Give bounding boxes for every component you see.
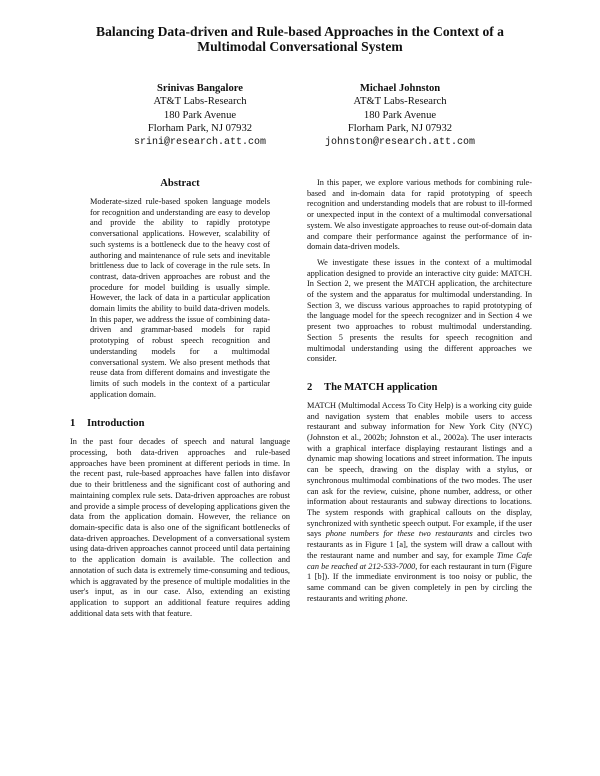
right-column	[307, 178, 532, 604]
italic-example: Time Cafe can be reached at 212-533-7000	[307, 550, 532, 571]
text-run: MATCH (Multimodal Access To City Help) is a working city guide and navigation system that enables mobile users to access restaurant and subway information for New York City (NYC) (Johnston et al., 2002b; Johnston et al., 2002a). The user interacts with a graphical interface displaying restaurant listings and a dynamic map showing locations and street information. The inputs can be speech, drawing on the display with a stylus, or synchronous multimodal combinations of the two modes. The user can ask for the review, cuisine, phone number, address, or other information about restaurants and subway directions to locations. The system responds with graphical callouts on the display, synchronized with synthetic speech output. For example, if the user says	[307, 400, 532, 539]
author-email[interactable]: srini@research.att.com	[133, 136, 267, 148]
section-title: Introduction	[87, 418, 145, 430]
author-city: Florham Park, NJ 07932	[147, 123, 253, 135]
author-street: 180 Park Avenue	[363, 109, 437, 121]
italic-example: phone numbers for these two restaurants	[325, 529, 473, 539]
body-paragraph: In this paper, we explore various methods for combining rule-based and in-domain data for rapid prototyping of speech recognition and understanding models that are robust to ill-formed or unexpected input in the context of a multimodal conversational system. We also investigate approaches to reuse out-of-domain data and compare their performance against the performance of in-domain data-driven models.	[307, 178, 532, 252]
section-title: The MATCH application	[324, 381, 438, 393]
intro-paragraph: In the past four decades of speech and natural language processing, both data-driven approaches and rule-based approaches have been prominent at different periods in time. In the recent past, rule-based approaches have fallen into disfavor due to their brittleness and the significant cost of authoring and maintaining complex rule sets. Data-driven approaches are robust and provide a simple process of developing applications given the data from the application domain. However, the reliance on domain-specific data is also one of the significant bottlenecks of data-driven approaches. Development of a conversational system using data-driven approaches cannot proceed until data pertaining to the application domain is available. The collection and annotation of such data is extremely time-consuming and tedious, which is aggravated by the presence of multiple modalities in the user's input, as in our case. Also, extending an existing application to support an additional feature requires adding additional data sets with that feature.	[70, 437, 290, 618]
abstract-heading: Abstract	[160, 178, 200, 189]
text-run: , for each restaurant in turn (Figure 1 [b]). If the immediate environment is too noisy or public, the same command can be given completely in pen by circling the restaurants and writing	[307, 561, 532, 603]
author-org: AT&T Labs-Research	[353, 96, 447, 108]
author-city: Florham Park, NJ 07932	[347, 123, 453, 135]
author-email[interactable]: johnston@research.att.com	[324, 136, 476, 148]
section-heading-match	[307, 382, 532, 393]
match-paragraph	[307, 401, 532, 604]
left-column	[70, 178, 290, 619]
author-org: AT&T Labs-Research	[153, 96, 247, 108]
italic-example: phone	[385, 593, 406, 603]
author-block-1	[100, 82, 300, 149]
author-name: Srinivas Bangalore	[156, 83, 244, 94]
abstract-text: Moderate-sized rule-based spoken language models for recognition and understanding are easy to develop and provide the ability to rapidly prototype conversational applications. However, scalability of such systems is a bottleneck due to the heavy cost of authoring and maintenance of rule sets and inevitable brittleness due to lack of coverage in the rule sets. In contrast, data-driven approaches are robust and the procedure for model building is usually simple. However, the lack of data in a particular application domain limits the ability to build data-driven models. In this paper, we address the issue of combining data-driven and grammar-based models for rapid prototyping of robust speech recognition and understanding models for a multimodal conversational system. We also present methods that reuse data from different domains and investigate the limits of such models in the context of a particular application domain.	[90, 197, 270, 399]
author-street: 180 Park Avenue	[163, 109, 237, 121]
section-number: 1	[70, 418, 76, 430]
body-paragraph: We investigate these issues in the context of a multimodal application designed to provide an interactive city guide: MATCH. In Section 2, we present the MATCH application, the architecture of the system and the apparatus for multimodal understanding. In Section 3, we discuss various approaches to rapid prototyping of the language model for the speech recognizer and in Section 4 we present two approaches to robust multimodal understanding. Section 5 presents the results for speech recognition and multimodal understanding using the different approaches we consider.	[307, 257, 532, 364]
author-name: Michael Johnston	[359, 83, 441, 94]
paper-title: Balancing Data-driven and Rule-based Approaches in the Context of a Multimodal Conversational System	[96, 24, 504, 54]
section-number: 2	[307, 381, 313, 393]
text-run: .	[405, 593, 408, 603]
author-block-2	[300, 82, 500, 149]
text-run: and circles two restaurants as in Figure 1 [a], the system will draw a callout with the restaurant name and number and say, for example	[307, 529, 532, 560]
section-heading-introduction	[70, 418, 290, 429]
